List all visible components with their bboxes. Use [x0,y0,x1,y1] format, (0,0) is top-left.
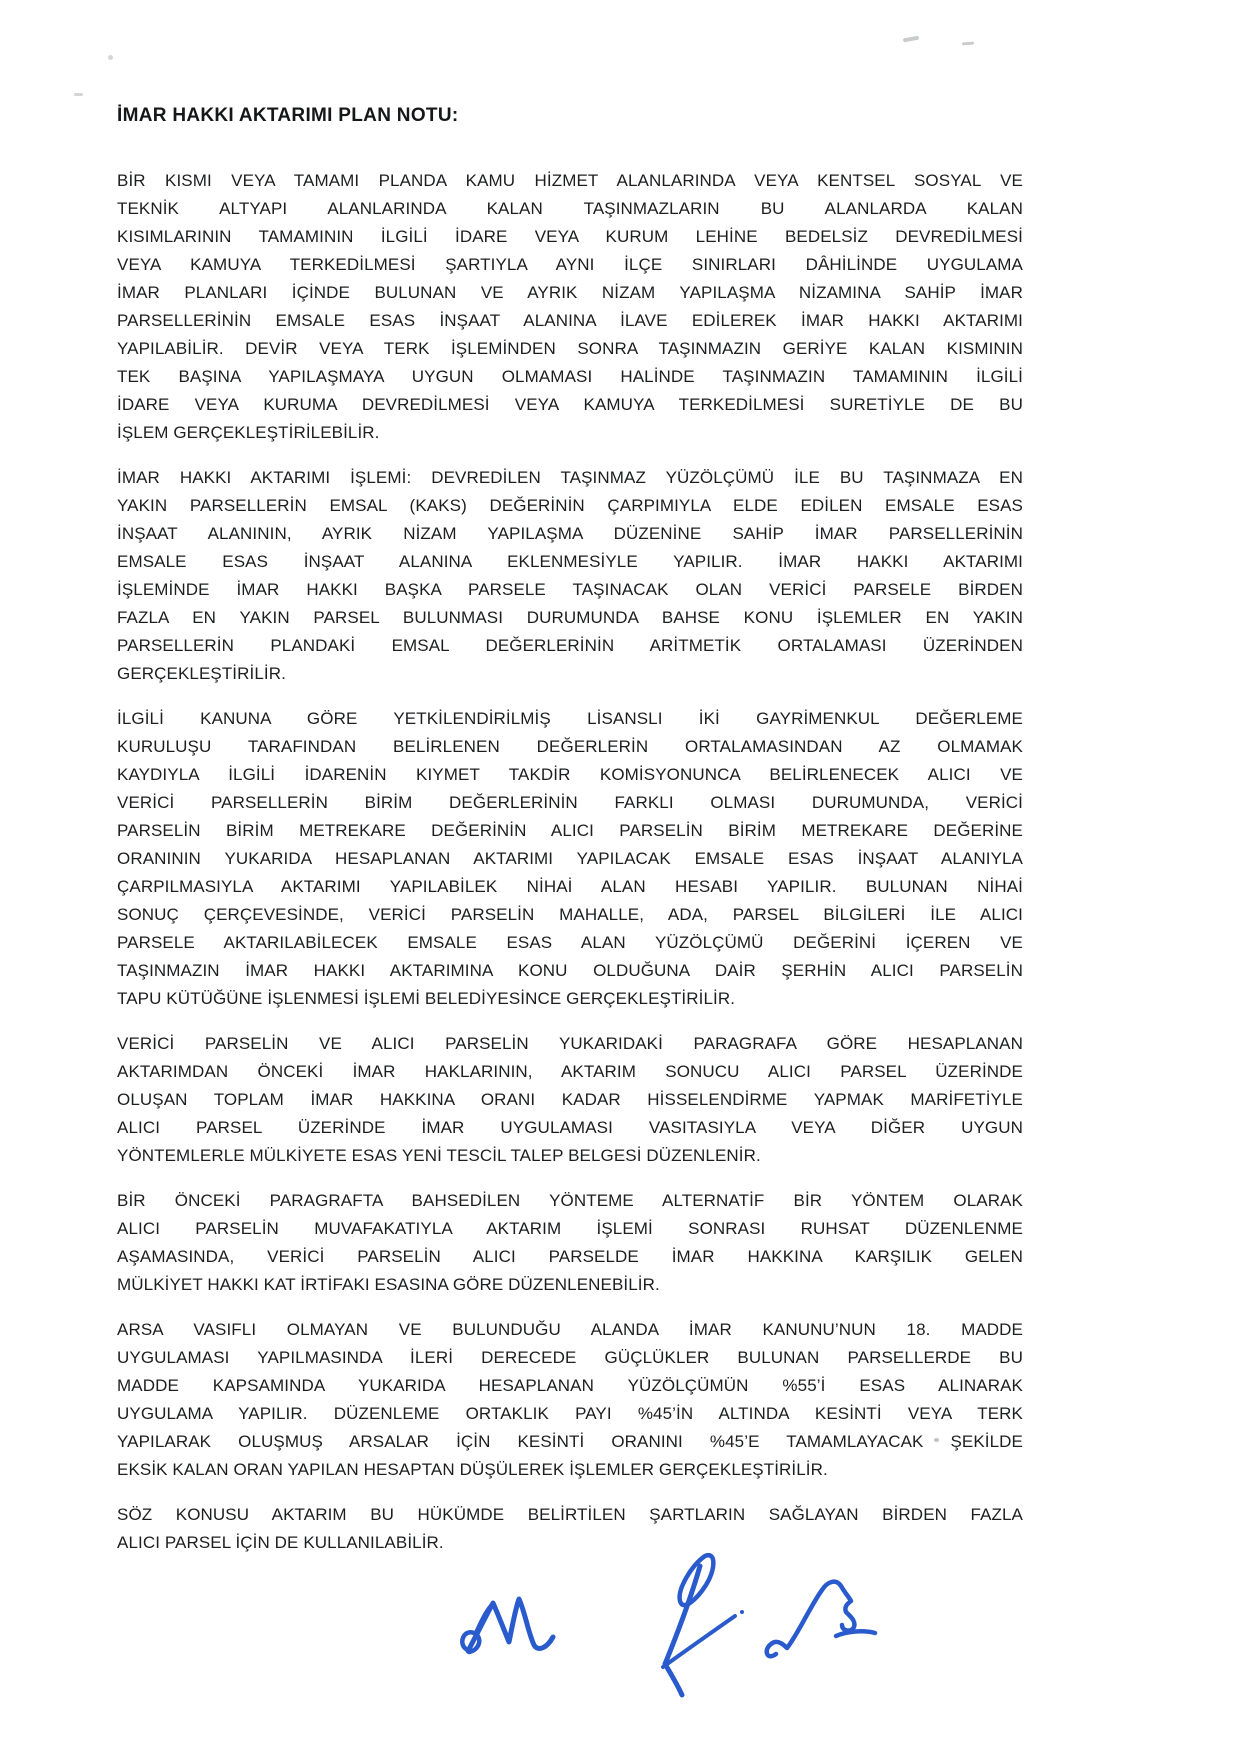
paragraph [117,1187,1023,1299]
text-line: İŞLEM GERÇEKLEŞTİRİLEBİLİR. [117,423,380,442]
text-line: UYGULAMASI YAPILMASINDA İLERİ DERECEDE GÜÇLÜKLER BULUNAN PARSELLERDE BU [117,1348,1023,1367]
text-line: İMAR PLANLARI İÇİNDE BULUNAN VE AYRIK NİZAM YAPILAŞMA NİZAMINA SAHİP İMAR [117,283,1023,302]
text-line: MADDE KAPSAMINDA YUKARIDA HESAPLANAN YÜZÖLÇÜMÜN %55’İ ESAS ALINARAK [117,1376,1023,1395]
text-line: UYGULAMA YAPILIR. DÜZENLEME ORTAKLIK PAYI %45’İN ALTINDA KESİNTİ VEYA TERK [117,1404,1023,1423]
text-line: İŞLEMİNDE İMAR HAKKI BAŞKA PARSELE TAŞINACAK OLAN VERİCİ PARSELE BİRDEN [117,580,1023,599]
text-line: İMAR HAKKI AKTARIMI İŞLEMİ: DEVREDİLEN TAŞINMAZ YÜZÖLÇÜMÜ İLE BU TAŞINMAZA EN [117,468,1023,487]
text-line: PARSELİN BİRİM METREKARE DEĞERİNİN ALICI PARSELİN BİRİM METREKARE DEĞERİNE [117,821,1023,840]
paragraph [117,1316,1023,1484]
text-line: EKSİK KALAN ORAN YAPILAN HESAPTAN DÜŞÜLEREK İŞLEMLER GERÇEKLEŞTİRİLİR. [117,1460,828,1479]
scan-speck [903,36,919,43]
text-line: İLGİLİ KANUNA GÖRE YETKİLENDİRİLMİŞ LİSANSLI İKİ GAYRİMENKUL DEĞERLEME [117,709,1023,728]
page-title: İMAR HAKKI AKTARIMI PLAN NOTU: [117,105,459,126]
text-line: EMSALE ESAS İNŞAAT ALANINA EKLENMESİYLE YAPILIR. İMAR HAKKI AKTARIMI [117,552,1023,571]
text-line: ALICI PARSEL ÜZERİNDE İMAR UYGULAMASI VASITASIYLA VEYA DİĞER UYGUN [117,1118,1023,1137]
paragraph [117,705,1023,1013]
paragraph [117,167,1023,447]
text-line: BİR ÖNCEKİ PARAGRAFTA BAHSEDİLEN YÖNTEME ALTERNATİF BİR YÖNTEM OLARAK [117,1191,1023,1210]
text-line: MÜLKİYET HAKKI KAT İRTİFAKI ESASINA GÖRE DÜZENLENEBİLİR. [117,1275,660,1294]
text-line: KISIMLARININ TAMAMININ İLGİLİ İDARE VEYA KURUM LEHİNE BEDELSİZ DEVREDİLMESİ [117,227,1023,246]
text-line: ÇARPILMASIYLA AKTARIMI YAPILABİLEK NİHAİ ALAN HESABI YAPILIR. BULUNAN NİHAİ [117,877,1023,896]
text-line: YAPILARAK OLUŞMUŞ ARSALAR İÇİN KESİNTİ ORANINI %45’E TAMAMLAYACAK ŞEKİLDE [117,1432,1023,1451]
text-line: AKTARIMDAN ÖNCEKİ İMAR HAKLARININ, AKTARIM SONUCU ALICI PARSEL ÜZERİNDE [117,1062,1023,1081]
text-line: AŞAMASINDA, VERİCİ PARSELİN ALICI PARSELDE İMAR HAKKINA KARŞILIK GELEN [117,1247,1023,1266]
text-line: GERÇEKLEŞTİRİLİR. [117,664,286,683]
signature-marks-icon [430,1538,900,1723]
signature-area [430,1538,900,1723]
text-line: KAYDIYLA İLGİLİ İDARENİN KIYMET TAKDİR KOMİSYONUNCA BELİRLENECEK ALICI VE [117,765,1023,784]
scan-speck [108,55,113,60]
text-line: PARSELLERİNİN EMSALE ESAS İNŞAAT ALANINA İLAVE EDİLEREK İMAR HAKKI AKTARIMI [117,311,1023,330]
text-line: SONUÇ ÇERÇEVESİNDE, VERİCİ PARSELİN MAHALLE, ADA, PARSEL BİLGİLERİ İLE ALICI [117,905,1023,924]
text-line: YÖNTEMLERLE MÜLKİYETE ESAS YENİ TESCİL TALEP BELGESİ DÜZENLENİR. [117,1146,761,1165]
scan-speck [962,42,974,46]
signature-mark-2 [663,1555,744,1695]
signature-mark-3 [767,1582,875,1657]
text-line: VERİCİ PARSELİN VE ALICI PARSELİN YUKARIDAKİ PARAGRAFA GÖRE HESAPLANAN [117,1034,1023,1053]
document-body [117,103,1023,1557]
text-line: VERİCİ PARSELLERİN BİRİM DEĞERLERİNİN FARKLI OLMASI DURUMUNDA, VERİCİ [117,793,1023,812]
text-line: İNŞAAT ALANININ, AYRIK NİZAM YAPILAŞMA DÜZENİNE SAHİP İMAR PARSELLERİNİN [117,524,1023,543]
text-line: TAŞINMAZIN İMAR HAKKI AKTARIMINA KONU OLDUĞUNA DAİR ŞERHİN ALICI PARSELİN [117,961,1023,980]
text-line: TEKNİK ALTYAPI ALANLARINDA KALAN TAŞINMAZLARIN BU ALANLARDA KALAN [117,199,1023,218]
text-line: OLUŞAN TOPLAM İMAR HAKKINA ORANI KADAR HİSSELENDİRME YAPMAK MARİFETİYLE [117,1090,1023,1109]
text-line: ORANININ YUKARIDA HESAPLANAN AKTARIMI YAPILACAK EMSALE ESAS İNŞAAT ALANIYLA [117,849,1023,868]
signature-mark-1 [462,1599,553,1652]
text-line: ALICI PARSEL İÇİN DE KULLANILABİLİR. [117,1533,444,1552]
text-line: PARSELE AKTARILABİLECEK EMSALE ESAS ALAN YÜZÖLÇÜMÜ DEĞERİNİ İÇEREN VE [117,933,1023,952]
paragraph [117,1030,1023,1170]
text-line: YAKIN PARSELLERİN EMSAL (KAKS) DEĞERİNİN ÇARPIMIYLA ELDE EDİLEN EMSALE ESAS [117,496,1023,515]
text-line: PARSELLERİN PLANDAKİ EMSAL DEĞERLERİNİN ARİTMETİK ORTALAMASI ÜZERİNDEN [117,636,1023,655]
text-line: TEK BAŞINA YAPILAŞMAYA UYGUN OLMAMASI HALİNDE TAŞINMAZIN TAMAMININ İLGİLİ [117,367,1023,386]
text-line: FAZLA EN YAKIN PARSEL BULUNMASI DURUMUNDA BAHSE KONU İŞLEMLER EN YAKIN [117,608,1023,627]
text-line: ARSA VASIFLI OLMAYAN VE BULUNDUĞU ALANDA İMAR KANUNU’NUN 18. MADDE [117,1320,1023,1339]
text-line: BİR KISMI VEYA TAMAMI PLANDA KAMU HİZMET ALANLARINDA VEYA KENTSEL SOSYAL VE [117,171,1023,190]
paragraph [117,464,1023,688]
paragraphs [117,167,1023,1557]
text-line: VEYA KAMUYA TERKEDİLMESİ ŞARTIYLA AYNI İLÇE SINIRLARI DÂHİLİNDE UYGULAMA [117,255,1023,274]
text-line: TAPU KÜTÜĞÜNE İŞLENMESİ İŞLEMİ BELEDİYESİNCE GERÇEKLEŞTİRİLİR. [117,989,736,1008]
text-line: İDARE VEYA KURUMA DEVREDİLMESİ VEYA KAMUYA TERKEDİLMESİ SURETİYLE DE BU [117,395,1023,414]
text-line: YAPILABİLİR. DEVİR VEYA TERK İŞLEMİNDEN SONRA TAŞINMAZIN GERİYE KALAN KISMININ [117,339,1023,358]
text-line: ALICI PARSELİN MUVAFAKATIYLA AKTARIM İŞLEMİ SONRASI RUHSAT DÜZENLENME [117,1219,1023,1238]
text-line: SÖZ KONUSU AKTARIM BU HÜKÜMDE BELİRTİLEN ŞARTLARIN SAĞLAYAN BİRDEN FAZLA [117,1505,1023,1524]
text-line: KURULUŞU TARAFINDAN BELİRLENEN DEĞERLERİN ORTALAMASINDAN AZ OLMAMAK [117,737,1023,756]
scan-speck [74,93,83,96]
